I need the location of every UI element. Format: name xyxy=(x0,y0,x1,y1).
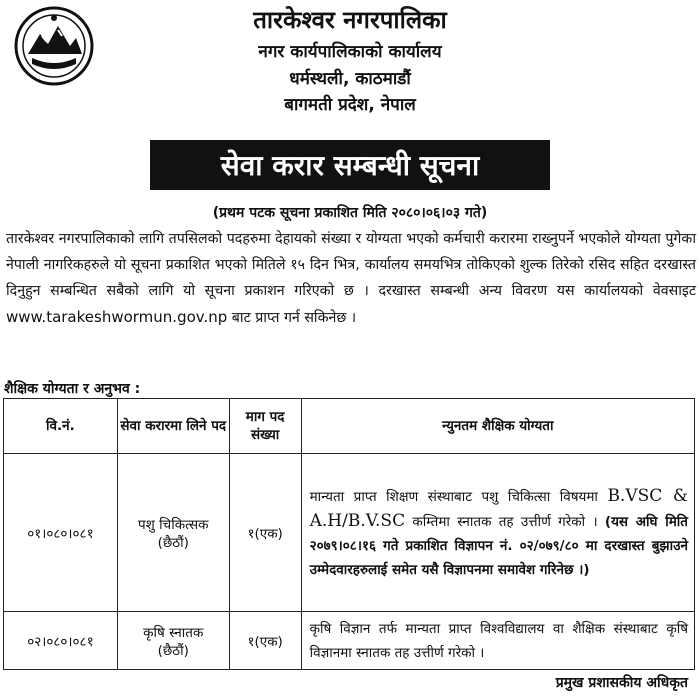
notice-body-text: तारकेश्वर नगरपालिकाको लागि तपसिलको पदहरुमा देहायको संख्या र योग्यता भएको कर्मचारी करारमा राख्नुपर्ने भएकोले योग्यता पुगेका नेपाली नागरिकहरुले यो सूचना प्रकाशित भएको मितिले १५ दिन भित्र, कार्यालय समयभित्र तोकिएको शुल्क तिरेको रसिद सहित दरखास्त दिनुहुन सम्बन्धित सबैको लागि यो सूचना प्रकाशन गरिएको छ । दरखास्त सम्बन्धी अन्य विवरण यस कार्यालयको वेवसाइट xyxy=(6,231,696,299)
req-lead: मान्यता प्राप्त शिक्षण संस्थाबाट पशु चिकित्सा विषयमा xyxy=(309,488,598,505)
website-link[interactable]: www.tarakeshwormun.gov.np xyxy=(6,308,228,326)
row-level: (छैठौं) xyxy=(157,642,189,659)
req-mid: कम्तिमा स्नातक तह उत्तीर्ण गरेको । xyxy=(412,513,598,530)
row-post: कृषि स्नातक xyxy=(143,624,204,641)
row-level: (छैठौं) xyxy=(157,534,189,551)
municipality-name: तारकेश्वर नगरपालिका xyxy=(253,6,447,34)
req-note: (यस अघि मिति २०७९।०८।१६ गते प्रकाशित विज्ञापन नं. ०२/०७९/८० मा दरखास्त बुझाउने उम्मेदवारहरुलाई समेत यसै विज्ञापनमा समावेश गरिनेछ ।) xyxy=(309,513,689,578)
notice-title: सेवा करार सम्बन्धी सूचना xyxy=(150,140,550,190)
row-count: १(एक) xyxy=(229,454,301,612)
table-header-row xyxy=(4,399,695,454)
vacancy-table xyxy=(3,398,695,670)
req-degree: B.VSC & A.H/B.V.SC xyxy=(309,485,688,531)
row-count: १(एक) xyxy=(229,612,301,670)
notice-body xyxy=(6,226,696,331)
row-number: ०२।०८०।०८१ xyxy=(4,612,118,670)
header-count: माग पद संख्या xyxy=(229,399,301,454)
row-number: ०१।०८०।०८१ xyxy=(4,454,118,612)
header-post: सेवा करारमा लिने पद xyxy=(117,399,229,454)
section-heading: शैक्षिक योग्यता र अनुभव : xyxy=(4,381,141,397)
row-post-cell xyxy=(117,454,229,612)
header-qualification: न्युनतम शैक्षिक योग्यता xyxy=(301,399,694,454)
notice-body-tail: बाट प्राप्त गर्न सकिनेछ । xyxy=(231,310,357,326)
header-serial: वि.नं. xyxy=(4,399,118,454)
table-row xyxy=(4,612,695,670)
row-post: पशु चिकित्सक xyxy=(138,516,209,533)
row-post-cell xyxy=(117,612,229,670)
row-requirement xyxy=(301,454,694,612)
office-name: नगर कार्यपालिकाको कार्यालय xyxy=(258,42,442,62)
province-line: बागमती प्रदेश, नेपाल xyxy=(284,95,416,115)
published-date-note: (प्रथम पटक सूचना प्रकाशित मिति २०८०।०६।०३ गते) xyxy=(212,205,488,221)
table-row xyxy=(4,454,695,612)
signature-title: प्रमुख प्रशासकीय अधिकृत xyxy=(555,675,688,691)
office-address: धर्मस्थली, काठमाडौं xyxy=(289,69,411,89)
row-requirement: कृषि विज्ञान तर्फ मान्यता प्राप्त विश्वविद्यालय वा शैक्षिक संस्थाबाट कृषि विज्ञानमा स्नातक तह उत्तीर्ण गरेको । xyxy=(301,612,694,670)
